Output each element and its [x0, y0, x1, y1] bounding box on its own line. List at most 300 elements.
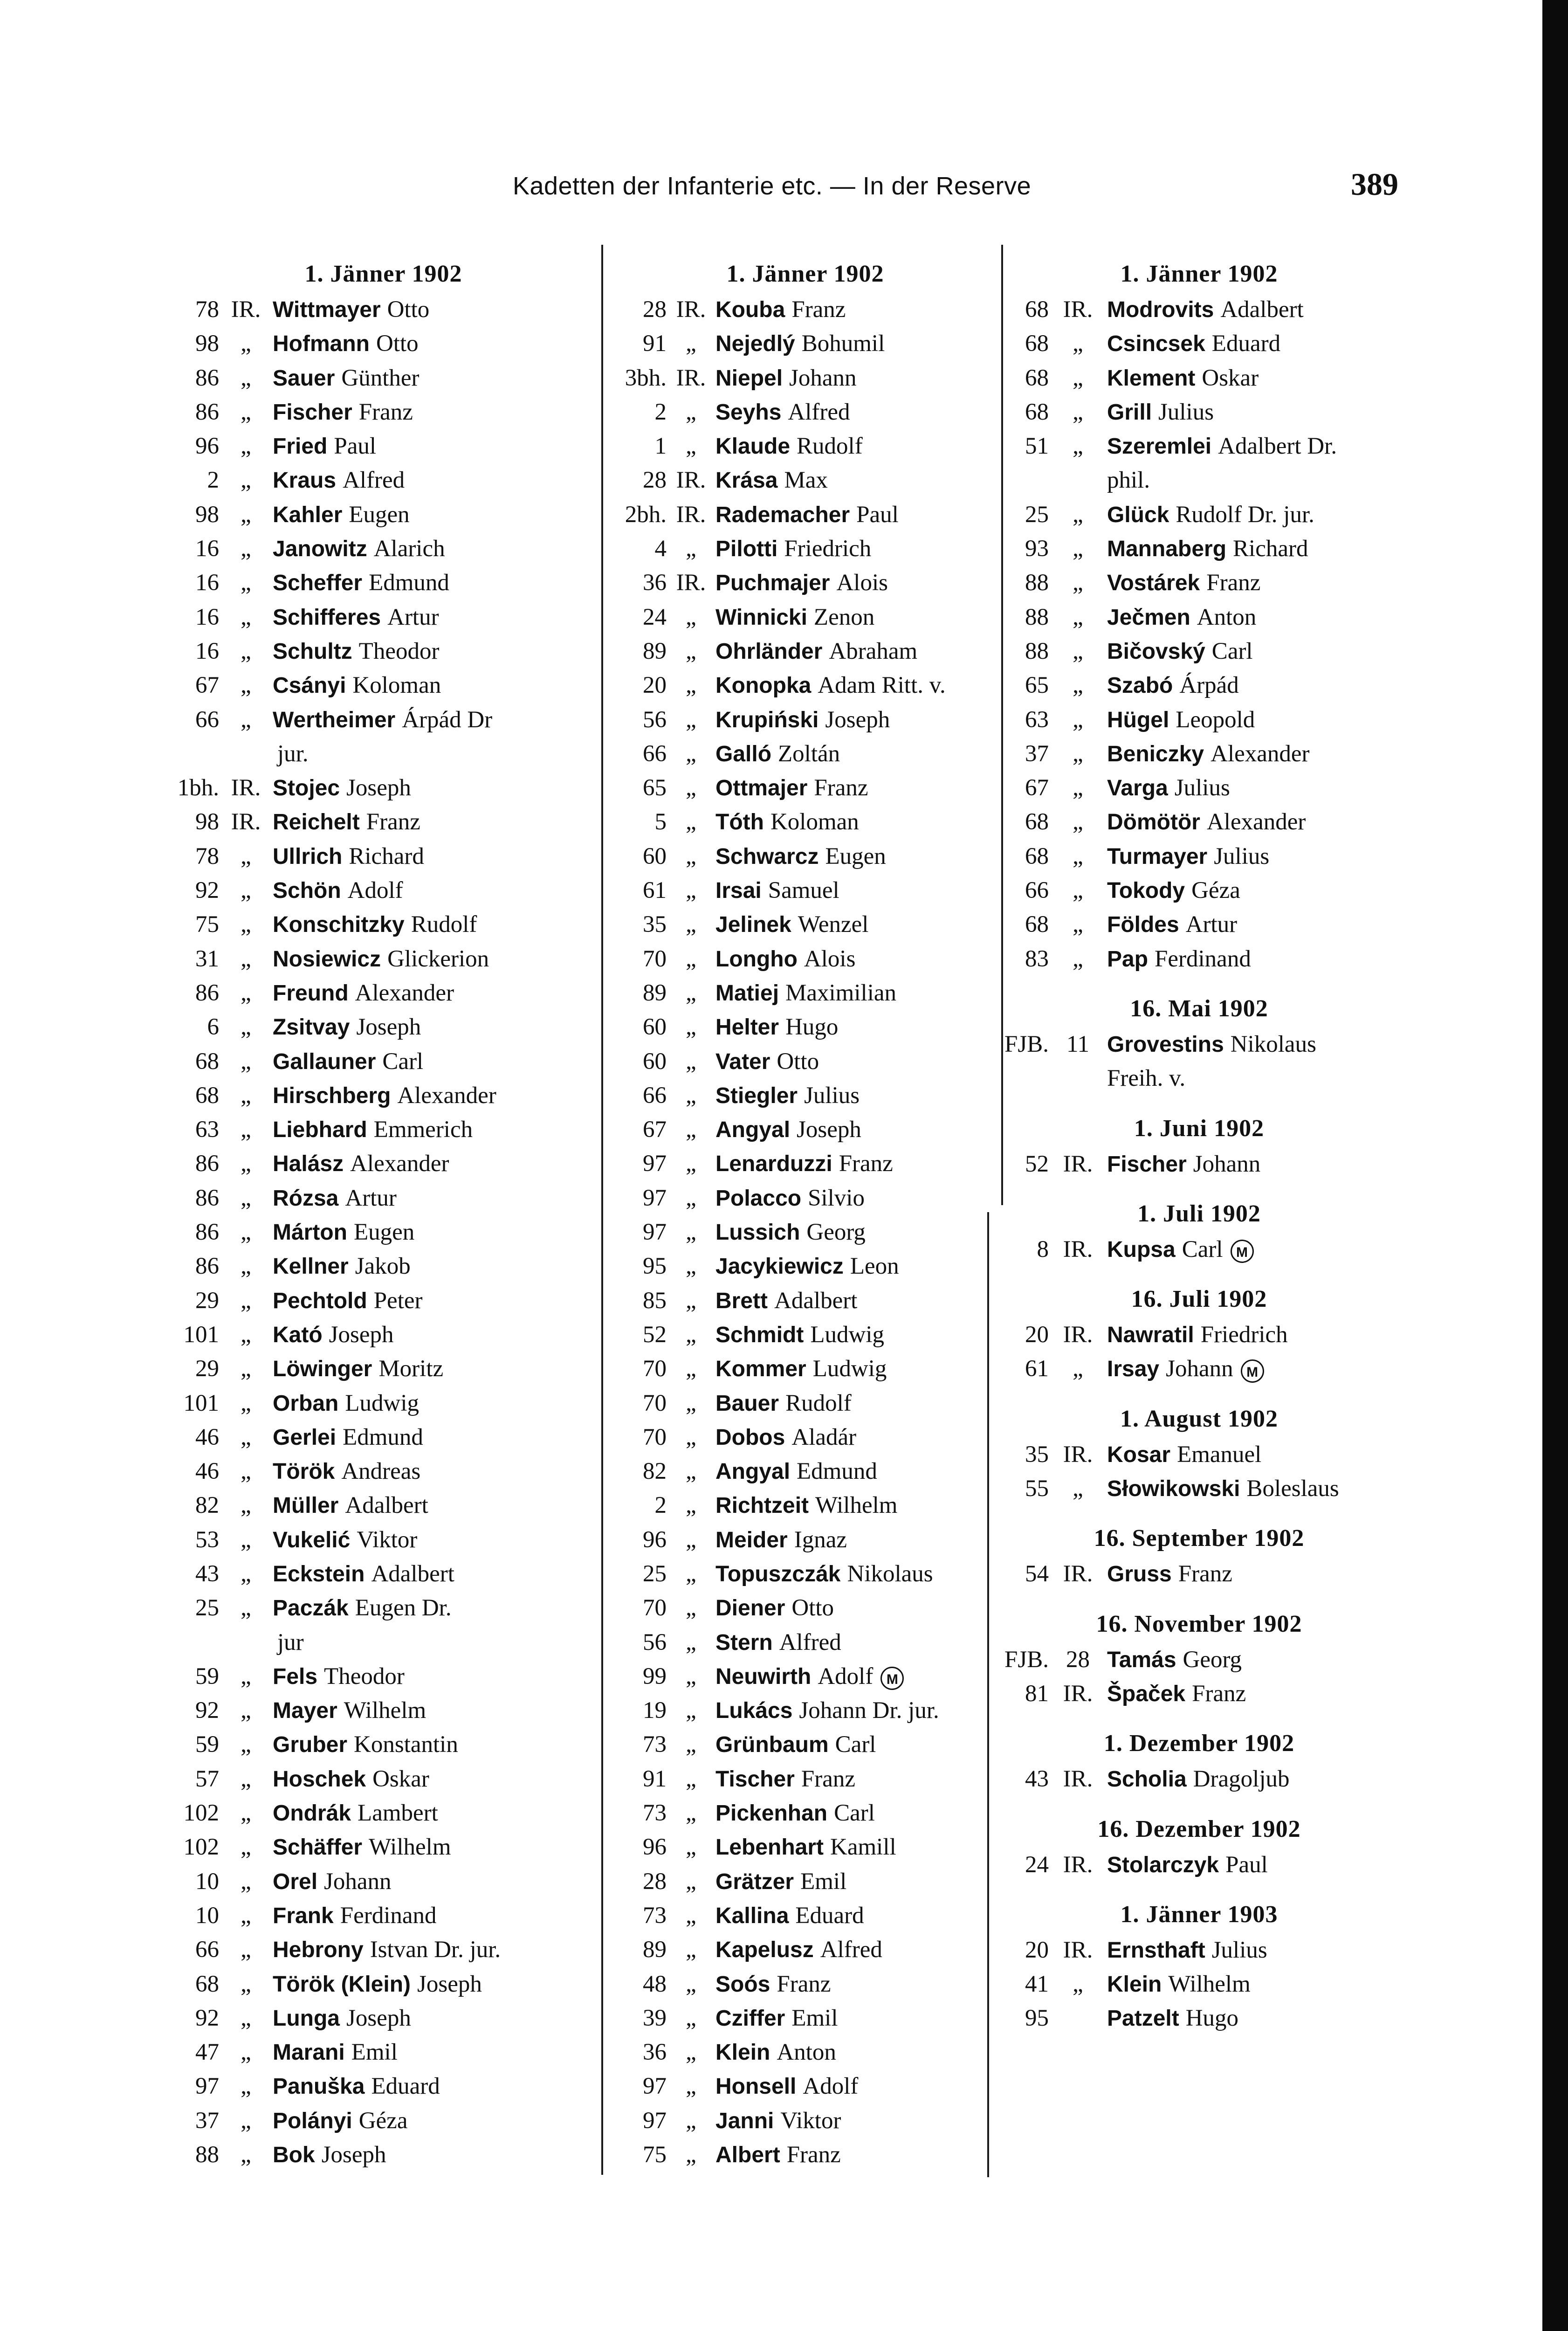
person-name	[273, 1045, 594, 1079]
person-name	[273, 1421, 594, 1455]
regiment-number: 98	[195, 809, 219, 835]
given-name: Joseph	[346, 775, 411, 801]
unit-abbreviation: „	[1073, 1476, 1083, 1502]
date-heading: 1. Juni 1902	[1134, 1115, 1265, 1142]
surname: Lebenhart	[715, 1835, 824, 1860]
regiment-number: 56	[643, 1629, 667, 1655]
given-name: Alarich	[373, 536, 445, 562]
given-name: Anton	[777, 2039, 836, 2066]
surname: Rózsa	[273, 1186, 339, 1211]
person-name	[1107, 498, 1396, 532]
surname: Polányi	[273, 2108, 352, 2133]
roster-entry	[622, 1796, 988, 1830]
regiment-number: 54	[1025, 1561, 1049, 1587]
unit-abbreviation: „	[241, 2039, 251, 2066]
person-name	[273, 1830, 594, 1864]
unit-abbreviation: „	[686, 2039, 696, 2066]
given-name: Kamill	[830, 1834, 896, 1861]
given-name: Franz	[1192, 1680, 1246, 1707]
regiment-number: 66	[1025, 877, 1049, 904]
person-name	[715, 1591, 988, 1625]
roster-entry	[1002, 1472, 1396, 1506]
surname: Frank	[273, 1903, 334, 1928]
surname: Klein	[715, 2040, 770, 2065]
person-name	[273, 874, 594, 908]
roster-entry	[172, 1079, 594, 1113]
given-name: Koloman	[352, 672, 441, 699]
unit-abbreviation: „	[1073, 843, 1083, 869]
unit-abbreviation: „	[241, 1458, 251, 1485]
person-name	[1107, 874, 1396, 908]
roster-entry	[172, 1796, 594, 1830]
person-name	[715, 669, 988, 703]
roster-entry	[172, 2104, 594, 2138]
given-name: Nikolaus	[1230, 1031, 1316, 1057]
surname: Kapelusz	[715, 1938, 814, 1963]
given-name: Wilhelm	[369, 1834, 451, 1861]
column-1	[172, 255, 594, 2172]
date-heading: 1. Jänner 1902	[1120, 261, 1278, 287]
regiment-number: 86	[195, 979, 219, 1006]
surname: Orban	[273, 1391, 339, 1416]
roster-entry	[1002, 1848, 1396, 1882]
person-name	[273, 1591, 594, 1625]
surname: Schön	[273, 878, 341, 903]
unit-abbreviation: „	[686, 536, 696, 562]
regiment-number: 52	[1025, 1151, 1049, 1177]
surname: Modrovits	[1107, 297, 1214, 322]
regiment-number: 31	[195, 945, 219, 972]
regiment-number: 70	[643, 1424, 667, 1450]
unit-abbreviation: „	[241, 1526, 251, 1553]
given-name: Eduard	[371, 2073, 440, 2100]
roster-entry	[172, 1899, 594, 1933]
roster-entry	[622, 1386, 988, 1421]
unit-abbreviation: „	[241, 1151, 251, 1177]
regiment-number: 86	[195, 1253, 219, 1280]
regiment-number: 4	[654, 536, 667, 562]
regiment-number: 97	[643, 1185, 667, 1211]
unit-abbreviation: „	[686, 1356, 696, 1382]
roster-entry	[172, 361, 594, 395]
regiment-number: 89	[643, 1937, 667, 1963]
given-name: Eugen	[825, 843, 886, 869]
person-name	[1107, 1933, 1396, 1967]
unit-abbreviation: „	[241, 638, 251, 664]
roster-entry	[172, 293, 594, 327]
given-name: Paul	[1225, 1851, 1268, 1878]
person-name	[273, 908, 594, 942]
surname: Tischer	[715, 1766, 795, 1792]
person-name	[273, 1523, 594, 1557]
person-name	[715, 1489, 988, 1523]
regiment-number: 68	[195, 1082, 219, 1109]
given-name: Wenzel	[798, 911, 869, 938]
unit-abbreviation: „	[1073, 740, 1083, 767]
roster-entry	[172, 1557, 594, 1591]
person-name	[715, 1318, 988, 1352]
person-name	[715, 1557, 988, 1591]
roster-entry	[622, 1147, 988, 1181]
person-name	[273, 1557, 594, 1591]
surname: Török	[273, 1459, 335, 1484]
roster-entry	[172, 1352, 594, 1386]
given-name: Carl	[835, 1731, 876, 1758]
roster-entry	[622, 634, 988, 669]
surname: Kommer	[715, 1357, 806, 1382]
surname: Scholia	[1107, 1767, 1187, 1792]
roster-entry	[622, 1660, 988, 1694]
given-name: Viktor	[357, 1526, 418, 1553]
roster-entry	[1002, 395, 1396, 429]
surname: Longho	[715, 946, 798, 972]
unit-abbreviation: „	[1073, 706, 1083, 733]
roster-entry	[622, 1557, 988, 1591]
regiment-number: 66	[195, 1937, 219, 1963]
unit-abbreviation: „	[241, 843, 251, 869]
surname: Fischer	[1107, 1152, 1187, 1177]
surname: Winnicki	[715, 605, 807, 630]
surname: Gruss	[1107, 1562, 1172, 1587]
given-name: Max	[784, 467, 828, 494]
person-name	[715, 737, 988, 771]
given-name: Friedrich	[784, 536, 872, 562]
regiment-number: FJB.	[1004, 1031, 1049, 1057]
given-name: Hugo	[785, 1014, 839, 1041]
unit-abbreviation: „	[686, 1458, 696, 1485]
surname: Zsitvay	[273, 1015, 350, 1040]
regiment-number: 59	[195, 1663, 219, 1690]
given-name: Franz	[814, 775, 868, 801]
surname: Fischer	[273, 400, 352, 425]
given-name: Nikolaus	[847, 1560, 933, 1587]
given-name: Franz	[1178, 1561, 1232, 1587]
person-name	[273, 2104, 594, 2138]
person-name	[1107, 840, 1396, 874]
given-name: Glickerion	[387, 945, 489, 972]
unit-abbreviation: „	[686, 1014, 696, 1041]
given-name: Paul	[334, 433, 377, 460]
regiment-number: 91	[643, 1765, 667, 1792]
surname: Klein	[1107, 1972, 1162, 1997]
unit-abbreviation: „	[241, 536, 251, 562]
surname: Ondrák	[273, 1801, 351, 1826]
unit-abbreviation: „	[241, 501, 251, 528]
given-name: Moritz	[378, 1356, 444, 1382]
regiment-number: 99	[643, 1663, 667, 1690]
surname: Halász	[273, 1152, 344, 1177]
surname: Kahler	[273, 502, 343, 527]
unit-abbreviation: „	[241, 1219, 251, 1246]
person-name	[715, 1249, 988, 1283]
roster-entry	[622, 532, 988, 566]
unit-abbreviation: „	[1073, 501, 1083, 528]
person-name	[715, 1762, 988, 1796]
person-name	[273, 1762, 594, 1796]
person-name	[715, 1694, 988, 1728]
unit-abbreviation: „	[241, 1971, 251, 1997]
roster-entry	[172, 1694, 594, 1728]
regiment-number: 16	[195, 536, 219, 562]
person-name	[1107, 1848, 1396, 1882]
person-name	[715, 1796, 988, 1830]
unit-abbreviation: IR.	[1063, 1851, 1093, 1878]
regiment-number: 68	[1025, 843, 1049, 869]
unit-abbreviation: „	[241, 911, 251, 938]
roster-entry	[622, 771, 988, 805]
regiment-number: 95	[643, 1253, 667, 1280]
given-name: Günther	[341, 365, 420, 391]
regiment-number: 97	[643, 2107, 667, 2134]
regiment-number: 19	[643, 1697, 667, 1724]
roster-entry	[1002, 327, 1396, 361]
unit-abbreviation: „	[241, 1937, 251, 1963]
roster-entry	[1002, 669, 1396, 703]
person-name	[273, 805, 594, 839]
unit-abbreviation: 28	[1066, 1646, 1090, 1673]
regiment-number: 67	[1025, 775, 1049, 801]
unit-abbreviation: „	[241, 331, 251, 357]
given-name: Adalbert	[1220, 297, 1304, 323]
roster-entry	[1002, 805, 1396, 839]
person-name	[1107, 771, 1396, 805]
given-name: Árpád Dr	[402, 706, 493, 733]
unit-abbreviation: „	[1073, 877, 1083, 904]
roster-entry	[1002, 737, 1396, 771]
roster-entry	[172, 1728, 594, 1762]
surname: Ječmen	[1107, 605, 1190, 630]
roster-entry	[622, 1010, 988, 1044]
given-name: Oskar	[1202, 365, 1259, 391]
unit-abbreviation: „	[1073, 911, 1083, 938]
given-name: Alexander	[397, 1082, 496, 1109]
regiment-number: 86	[195, 1219, 219, 1246]
roster-entry	[622, 429, 988, 463]
regiment-number: 51	[1025, 433, 1049, 460]
regiment-number: 86	[195, 1151, 219, 1177]
given-name: Rudolf	[411, 911, 477, 938]
surname: Krupiński	[715, 707, 819, 732]
roster-entry	[1002, 293, 1396, 327]
surname: Turmayer	[1107, 844, 1208, 869]
unit-abbreviation: „	[1073, 945, 1083, 972]
given-name: Hugo	[1185, 2005, 1239, 2032]
roster-entry	[622, 327, 988, 361]
surname: Janowitz	[273, 537, 367, 562]
person-name	[715, 1010, 988, 1044]
surname: Klaude	[715, 434, 791, 459]
date-heading: 16. Dezember 1902	[1097, 1815, 1301, 1842]
roster-entry	[172, 1455, 594, 1489]
given-name: Rudolf Dr. jur.	[1176, 501, 1314, 528]
person-name	[273, 1660, 594, 1694]
regiment-number: 2bh.	[625, 501, 667, 528]
surname: Stiegler	[715, 1083, 798, 1108]
column-rule-left	[601, 245, 603, 2175]
given-name: Joseph	[417, 1971, 482, 1997]
regiment-number: 92	[195, 1697, 219, 1724]
roster-entry	[1002, 1933, 1396, 1967]
given-name: Otto	[791, 1595, 834, 1621]
surname: Tokody	[1107, 878, 1185, 903]
roster-entry	[622, 976, 988, 1010]
unit-abbreviation: „	[241, 945, 251, 972]
regiment-number: 66	[195, 706, 219, 733]
person-name	[715, 1079, 988, 1113]
surname: Csányi	[273, 673, 346, 698]
given-name: Otto	[376, 331, 419, 357]
given-name: Alfred	[779, 1629, 841, 1655]
given-name: Johann	[789, 365, 857, 391]
unit-abbreviation: „	[241, 672, 251, 699]
surname: Schwarcz	[715, 844, 819, 869]
roster-entry	[172, 1318, 594, 1352]
unit-abbreviation: „	[1073, 570, 1083, 596]
person-name	[1107, 600, 1396, 634]
roster-entry	[172, 429, 594, 463]
surname: Tamás	[1107, 1647, 1176, 1672]
person-name	[1107, 669, 1396, 703]
person-name	[715, 498, 988, 532]
unit-abbreviation: „	[241, 1321, 251, 1348]
roster-entry	[172, 908, 594, 942]
person-name	[715, 2001, 988, 2035]
person-name	[1107, 1967, 1396, 2001]
regiment-number: 60	[643, 1048, 667, 1075]
roster-entry	[172, 805, 594, 839]
regiment-number: FJB.	[1004, 1646, 1049, 1673]
unit-abbreviation: „	[686, 1492, 696, 1519]
regiment-number: 89	[643, 638, 667, 664]
surname: Stojec	[273, 776, 340, 801]
given-name: Géza	[1191, 877, 1240, 904]
unit-abbreviation: „	[686, 638, 696, 664]
unit-abbreviation: „	[241, 1800, 251, 1827]
roster-entry	[622, 1079, 988, 1113]
roster-entry	[172, 669, 594, 703]
surname: Topuszczák	[715, 1561, 841, 1586]
roster-entry	[172, 840, 594, 874]
given-name: Joseph	[825, 706, 890, 733]
regiment-number: 68	[1025, 365, 1049, 391]
regiment-number: 86	[195, 399, 219, 425]
given-name: Artur	[387, 604, 439, 630]
roster-entry	[172, 1967, 594, 2001]
roster-entry	[622, 2001, 988, 2035]
roster-entry	[172, 1045, 594, 1079]
regiment-number: 24	[1025, 1851, 1049, 1878]
person-name	[715, 908, 988, 942]
surname: Wittmayer	[273, 297, 381, 322]
unit-abbreviation: „	[686, 979, 696, 1006]
surname: Dobos	[715, 1425, 785, 1450]
surname: Paczák	[273, 1596, 349, 1621]
roster-entry	[172, 1591, 594, 1625]
regiment-number: 67	[195, 672, 219, 699]
given-name: Franz	[777, 1971, 831, 1997]
given-name: Wilhelm	[344, 1697, 426, 1724]
unit-abbreviation: „	[686, 706, 696, 733]
roster-entry	[1002, 1677, 1396, 1711]
regiment-number: 68	[1025, 399, 1049, 425]
regiment-number: 73	[643, 1902, 667, 1929]
roster-entry	[172, 1113, 594, 1147]
scan-edge-strip	[1542, 0, 1568, 2331]
roster-entry	[1002, 498, 1396, 532]
entry-continuation: jur.	[277, 740, 309, 767]
regiment-number: 48	[643, 1971, 667, 1997]
regiment-number: 16	[195, 638, 219, 664]
column-3	[1002, 255, 1396, 2036]
regiment-number: 2	[654, 399, 667, 425]
unit-abbreviation: „	[686, 1219, 696, 1246]
surname: Diener	[715, 1596, 785, 1621]
given-name: Eduard	[1211, 331, 1281, 357]
unit-abbreviation: IR.	[231, 775, 261, 801]
unit-abbreviation: „	[686, 1185, 696, 1211]
person-name	[273, 2138, 594, 2172]
given-name: Adalbert Dr.	[1218, 433, 1337, 460]
regiment-number: 24	[643, 604, 667, 630]
regiment-number: 82	[643, 1458, 667, 1485]
given-name: Ignaz	[794, 1526, 847, 1553]
unit-abbreviation: „	[686, 1321, 696, 1348]
regiment-number: 60	[643, 1014, 667, 1041]
date-heading: 1. August 1902	[1120, 1405, 1279, 1432]
surname: Freund	[273, 980, 349, 1006]
person-name	[273, 1147, 594, 1181]
person-name	[715, 1455, 988, 1489]
surname: Meider	[715, 1527, 788, 1552]
unit-abbreviation: „	[241, 1560, 251, 1587]
person-name	[273, 1489, 594, 1523]
roster-entry	[622, 1694, 988, 1728]
person-name	[273, 1284, 594, 1318]
given-name: Paul	[856, 501, 899, 528]
entry-continuation: Freih. v.	[1107, 1065, 1186, 1092]
roster-entry	[172, 771, 594, 805]
person-name	[1107, 429, 1396, 463]
regiment-number: 68	[1025, 809, 1049, 835]
roster-entry	[622, 2069, 988, 2103]
unit-abbreviation: „	[241, 1868, 251, 1895]
surname: Szeremlei	[1107, 434, 1212, 459]
date-heading: 1. Jänner 1903	[1120, 1901, 1278, 1928]
roster-entry	[172, 327, 594, 361]
regiment-number: 97	[643, 1151, 667, 1177]
given-name: Géza	[358, 2107, 408, 2134]
person-name	[273, 1249, 594, 1283]
unit-abbreviation: IR.	[676, 297, 706, 323]
given-name: Otto	[387, 297, 430, 323]
roster-entry	[172, 976, 594, 1010]
surname: Vater	[715, 1049, 770, 1074]
unit-abbreviation: „	[686, 1765, 696, 1792]
given-name: Bohumil	[801, 331, 885, 357]
given-name: Rudolf	[785, 1390, 852, 1416]
regiment-number: 63	[195, 1117, 219, 1143]
unit-abbreviation	[1049, 2001, 1107, 2035]
roster-entry	[172, 942, 594, 976]
person-name	[715, 1967, 988, 2001]
person-name	[1107, 634, 1396, 669]
surname: Konopka	[715, 673, 812, 698]
unit-abbreviation: „	[686, 740, 696, 767]
surname: Hofmann	[273, 331, 370, 357]
person-name	[715, 1284, 988, 1318]
person-name	[273, 1694, 594, 1728]
given-name: Carl	[382, 1048, 424, 1075]
